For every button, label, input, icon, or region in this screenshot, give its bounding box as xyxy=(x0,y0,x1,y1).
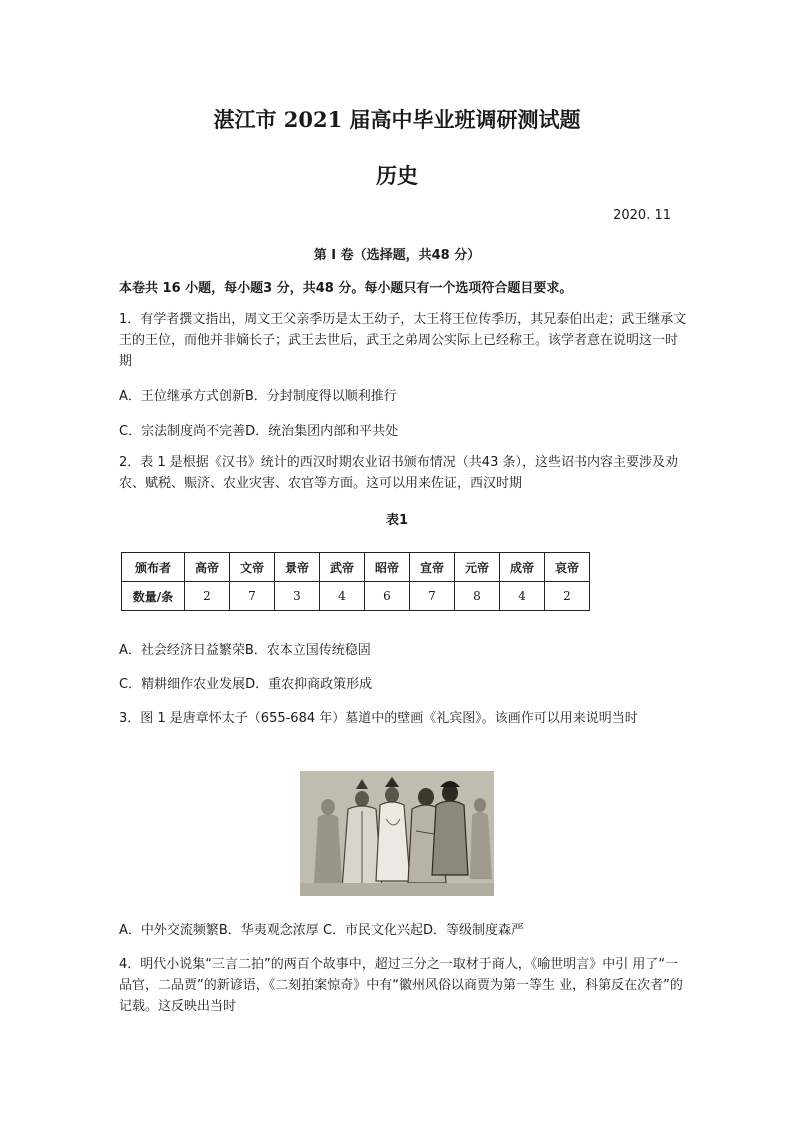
emperor-cell: 宣帝 xyxy=(410,553,455,582)
emperor-cell: 元帝 xyxy=(455,553,500,582)
count-cell: 2 xyxy=(545,582,590,611)
emperor-cell: 昭帝 xyxy=(365,553,410,582)
table-caption: 表1 xyxy=(385,513,409,528)
exam-title: 湛江市 2021 届高中毕业班调研测试题 xyxy=(213,107,581,132)
question-2-stem: 2．表 1 是根据《汉书》统计的西汉时期农业诏书颁布情况（共43 条），这些诏书内容主要涉及劝农、赋税、赈济、农业灾害、农官等方面。这可以用来佐证，西汉时期 xyxy=(119,455,678,491)
count-cell: 7 xyxy=(410,582,455,611)
question-1-options-c-d: C．宗法制度尚不完善D．统治集团内部和平共处 xyxy=(119,424,399,439)
count-cell: 4 xyxy=(320,582,365,611)
table-header-row xyxy=(122,553,590,582)
count-cell: 7 xyxy=(230,582,275,611)
count-cell: 4 xyxy=(500,582,545,611)
count-cell: 2 xyxy=(185,582,230,611)
emperor-cell: 景帝 xyxy=(275,553,320,582)
question-1-stem: 1．有学者撰文指出，周文王父亲季历是太王幼子，太王将王位传季历，其兄泰伯出走；武王继承文王的王位，而他并非嫡长子；武王去世后，武王之弟周公实际上已经称王。该学者意在说明这一时期 xyxy=(119,312,687,369)
mural-image xyxy=(300,771,494,896)
count-cell: 3 xyxy=(275,582,320,611)
section-title: 第 I 卷（选择题，共48 分） xyxy=(313,248,481,263)
emperor-cell: 武帝 xyxy=(320,553,365,582)
question-2-options-a-b: A．社会经济日益繁荣B．农本立国传统稳固 xyxy=(119,643,371,658)
edict-table xyxy=(121,552,590,611)
emperor-cell: 文帝 xyxy=(230,553,275,582)
emperor-cell: 哀帝 xyxy=(545,553,590,582)
table-value-label: 数量/条 xyxy=(122,582,185,611)
question-3-stem: 3．图 1 是唐章怀太子（655-684 年）墓道中的壁画《礼宾图》。该画作可以用来说明当时 xyxy=(119,711,638,726)
section-instructions: 本卷共 16 小题，每小题3 分，共48 分。每小题只有一个选项符合题目要求。 xyxy=(119,281,573,296)
exam-date: 2020. 11 xyxy=(613,208,671,223)
count-cell: 6 xyxy=(365,582,410,611)
emperor-cell: 成帝 xyxy=(500,553,545,582)
question-2-options-c-d: C．精耕细作农业发展D．重农抑商政策形成 xyxy=(119,677,373,692)
question-1-options-a-b: A．王位继承方式创新B．分封制度得以顺利推行 xyxy=(119,389,397,404)
count-cell: 8 xyxy=(455,582,500,611)
question-3-options: A．中外交流频繁B．华夷观念浓厚 C．市民文化兴起D．等级制度森严 xyxy=(119,923,525,938)
question-4-stem: 4．明代小说集“三言二拍”的两百个故事中，超过三分之一取材于商人，《喻世明言》中引 用了“一品官，二品贾”的新谚语，《二刻拍案惊奇》中有“徽州风俗以商贾为第一等生 业，科第反在次者”的记载。这反映出当时 xyxy=(119,957,683,1014)
table-header-label: 颁布者 xyxy=(122,553,185,582)
emperor-cell: 高帝 xyxy=(185,553,230,582)
table-value-row xyxy=(122,582,590,611)
subject-title: 历史 xyxy=(376,163,418,188)
